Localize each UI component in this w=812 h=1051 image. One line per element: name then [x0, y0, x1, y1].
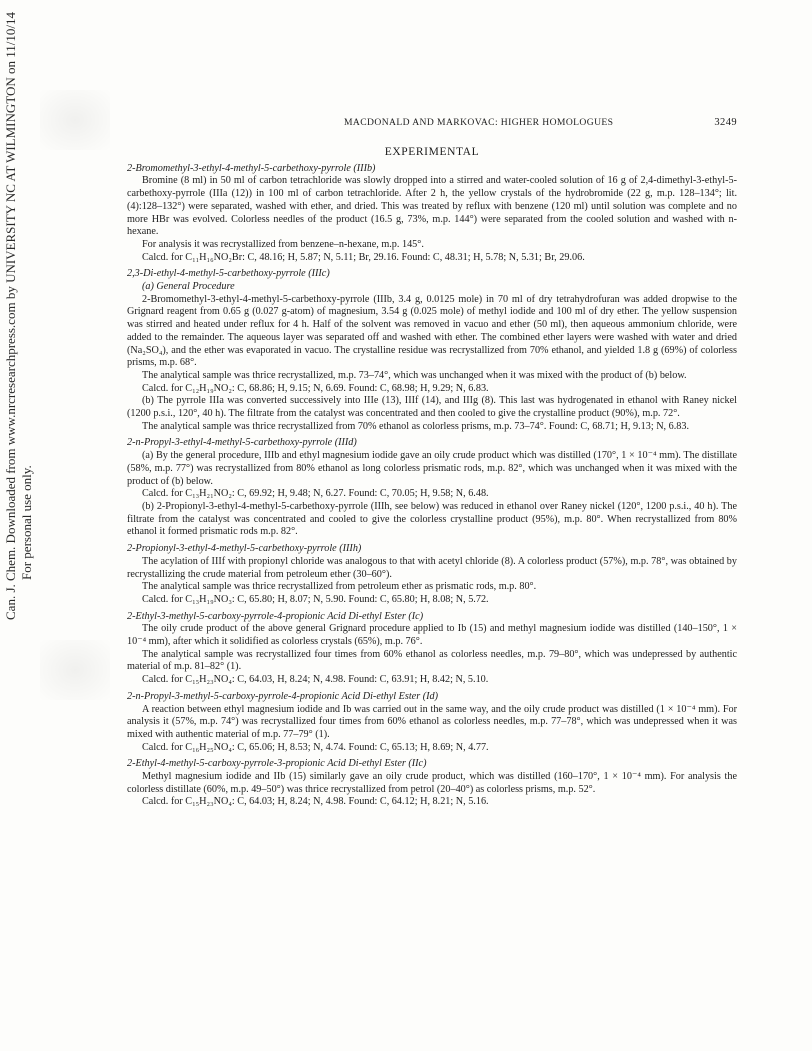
compound-entry — [127, 691, 737, 755]
compound-title: 2-Ethyl-3-methyl-5-carboxy-pyrrole-4-propionic Acid Di-ethyl Ester (Ic) — [127, 610, 424, 622]
paragraph: Calcd. for C₁₅H₂₃NO₄: C, 64.03, H, 8.24; N, 4.98. Found: C, 63.91; H, 8.42; N, 5.10. — [142, 674, 489, 686]
paragraph: The analytical sample was recrystallized four times from 60% ethanol as colorless needles, m.p. 79–80°, which was undepressed by authentic material of m.p. 81–82° (1). — [127, 648, 737, 673]
compound-entry — [127, 758, 737, 809]
compound-entry — [127, 543, 737, 607]
paragraph: The analytical sample was thrice recrystallized from 70% ethanol as colorless prisms, m.p. 73–74°. Found: C, 68.71; H, 9.13; N, 6.83. — [142, 420, 690, 432]
compound-title: 2-n-Propyl-3-ethyl-4-methyl-5-carbethoxy-pyrrole (IIId) — [127, 437, 357, 449]
procedure-subheading: (a) General Procedure — [142, 281, 235, 293]
compound-entry — [127, 437, 737, 539]
paragraph: (b) The pyrrole IIIa was converted successively into IIIe (13), IIIf (14), and IIIg (8). This last was hydrogenated in ethanol with Raney nickel (1200 p.s.i., 120°, 40 h). The filtrate from the catalyst was concentrated and then cooled to give the crystalline product (90%), m.p. 72°. — [127, 395, 737, 420]
compound-title: 2-Propionyl-3-ethyl-4-methyl-5-carbethoxy-pyrrole (IIIh) — [127, 543, 362, 555]
compound-entry — [127, 611, 737, 687]
running-head — [127, 117, 737, 131]
paragraph: Calcd. for C₁₃H₂₁NO₂: C, 69.92; H, 9.48; N, 6.27. Found: C, 70.05; H, 9.58; N, 6.48. — [142, 488, 489, 500]
paragraph: The oily crude product of the above general Grignard procedure applied to Ib (15) and methyl magnesium iodide was distilled (140–150°, 1 × 10⁻⁴ mm), after which it solidified as colorless crystals (65%), m.p. 76°. — [127, 623, 737, 648]
paragraph: Bromine (8 ml) in 50 ml of carbon tetrachloride was slowly dropped into a stirred and water-cooled solution of 16 g of 2,4-dimethyl-3-ethyl-5-carbethoxy-pyrrole (IIIa (12)) in 100 ml of carbon tetrachloride. After 2 h, the yellow crystals of the hydrobromide (22 g, m.p. 128–134°; lit. (4):128–132°) were separated, washed with ether, and dried. This was treated by reflux with benzene (120 ml) until solution was complete and no more HBr was evolved. Colorless needles of the product (16.5 g, 73%, m.p. 144°) were separated from the cooled solution and washed with n-hexane. — [127, 175, 737, 238]
paragraph: 2-Bromomethyl-3-ethyl-4-methyl-5-carbethoxy-pyrrole (IIIb, 3.4 g, 0.0125 mole) in 70 ml of dry tetrahydrofuran was added dropwise to the Grignard reagent from 0.65 g (0.027 g-atom) of magnesium, 3.54 g (0.025 mole) of methyl iodide and 100 ml of dry ether. The yellow suspension was stirred and heated under reflux for 4 h. Half of the solvent was removed in vacuo and ether (50 ml), then aqueous ammonium chloride, were added to the remainder. The aqueous layer was separated off and washed with ether. The combined ether layers were washed with water and dried (Na₂SO₄), and the ether was evaporated in vacuo. The crystalline residue was recrystallized from 70% ethanol, and yielded 1.8 g (69%) of colorless prisms, m.p. 68°. — [127, 293, 737, 369]
paragraph: The analytical sample was thrice recrystallized, m.p. 73–74°, which was unchanged when it was mixed with the product of (b) below. — [142, 369, 687, 381]
sidebar-text — [2, 11, 42, 980]
sidebar-download-notice: Can. J. Chem. Downloaded from www.nrcresearchpress.com by UNIVERSITY NC AT WILMINGTON on 11/10/14 — [3, 11, 18, 620]
paragraph: Calcd. for C₁₃H₁₉NO₃: C, 65.80; H, 8.07; N, 5.90. Found: C, 65.80; H, 8.08; N, 5.72. — [142, 593, 489, 605]
sidebar-personal-use: For personal use only. — [19, 465, 34, 580]
compound-title: 2-Ethyl-4-methyl-5-carboxy-pyrrole-3-propionic Acid Di-ethyl Ester (IIc) — [127, 758, 427, 770]
compound-entry — [127, 268, 737, 433]
experimental-section — [127, 146, 737, 809]
compound-entry — [127, 163, 737, 265]
compound-title: 2,3-Di-ethyl-4-methyl-5-carbethoxy-pyrrole (IIIc) — [127, 268, 330, 280]
section-title: EXPERIMENTAL — [384, 146, 480, 158]
paragraph: (b) 2-Propionyl-3-ethyl-4-methyl-5-carbethoxy-pyrrole (IIIh, see below) was reduced in ethanol over Raney nickel (120°, 1200 p.s.i., 40 h). The filtrate from the catalyst was concentrated and cooled to give the colorless crystalline product (95%), m.p. 80°. When recrystallized from 80% ethanol it formed prismatic rods m.p. 82°. — [127, 500, 737, 538]
scan-smudge — [40, 90, 110, 150]
running-title: MACDONALD AND MARKOVAC: HIGHER HOMOLOGUES — [344, 117, 614, 128]
paragraph: (a) By the general procedure, IIIb and ethyl magnesium iodide gave an oily crude product which was distilled (170°, 1 × 10⁻⁴ mm). The distillate (58%, m.p. 77°) was recrystallized from 80% ethanol as long colorless prismatic rods, m.p. 82°, which was unchanged when it was mixed with the product of (b) below. — [127, 450, 737, 487]
paragraph: The analytical sample was thrice recrystallized from petroleum ether as prismatic rods, m.p. 80°. — [142, 581, 537, 593]
paragraph: Methyl magnesium iodide and IIb (15) similarly gave an oily crude product, which was distilled (160–170°, 1 × 10⁻⁴ mm). For analysis the colorless distillate (60%, m.p. 49–50°) was thrice recrystallized from petrol (20–40°) as colorless prisms, m.p. 52°. — [127, 771, 737, 795]
paragraph: For analysis it was recrystallized from benzene–n-hexane, m.p. 145°. — [142, 238, 424, 250]
compound-title: 2-Bromomethyl-3-ethyl-4-methyl-5-carbethoxy-pyrrole (IIIb) — [127, 162, 376, 174]
paragraph: A reaction between ethyl magnesium iodide and Ib was carried out in the same way, and the oily crude product was distilled (1 × 10⁻⁴ mm). For analysis it (57%, m.p. 74°) was recrystallized four times from 60% ethanol as colorless needles, m.p. 77–78°, which was undepressed when it was mixed with authentic material of m.p. 77–79° (1). — [127, 703, 737, 740]
paragraph: Calcd. for C₁₆H₂₅NO₄: C, 65.06; H, 8.53; N, 4.74. Found: C, 65.13; H, 8.69; N, 4.77. — [142, 741, 489, 753]
paragraph: The acylation of IIIf with propionyl chloride was analogous to that with acetyl chloride (8). A colorless product (57%), m.p. 78°, was obtained by recrystallizing the crude material from petroleum ether (30–60°). — [127, 555, 737, 580]
scan-smudge — [40, 640, 110, 700]
page-number: 3249 — [714, 117, 737, 128]
paragraph: Calcd. for C₁₂H₁₉NO₂: C, 68.86; H, 9.15; N, 6.69. Found: C, 68.98; H, 9.29; N, 6.83. — [142, 382, 489, 394]
paragraph: Calcd. for C₁₁H₁₆NO₂Br: C, 48.16; H, 5.87; N, 5.11; Br, 29.16. Found: C, 48.31; H, 5.78; N, 5.31; Br, 29.06. — [142, 251, 585, 263]
compound-title: 2-n-Propyl-3-methyl-5-carboxy-pyrrole-4-propionic Acid Di-ethyl Ester (Id) — [127, 690, 438, 702]
paragraph: Calcd. for C₁₅H₂₃NO₄: C, 64.03; H, 8.24; N, 4.98. Found: C, 64.12; H, 8.21; N, 5.16. — [142, 796, 489, 808]
download-sidebar — [0, 0, 48, 1051]
